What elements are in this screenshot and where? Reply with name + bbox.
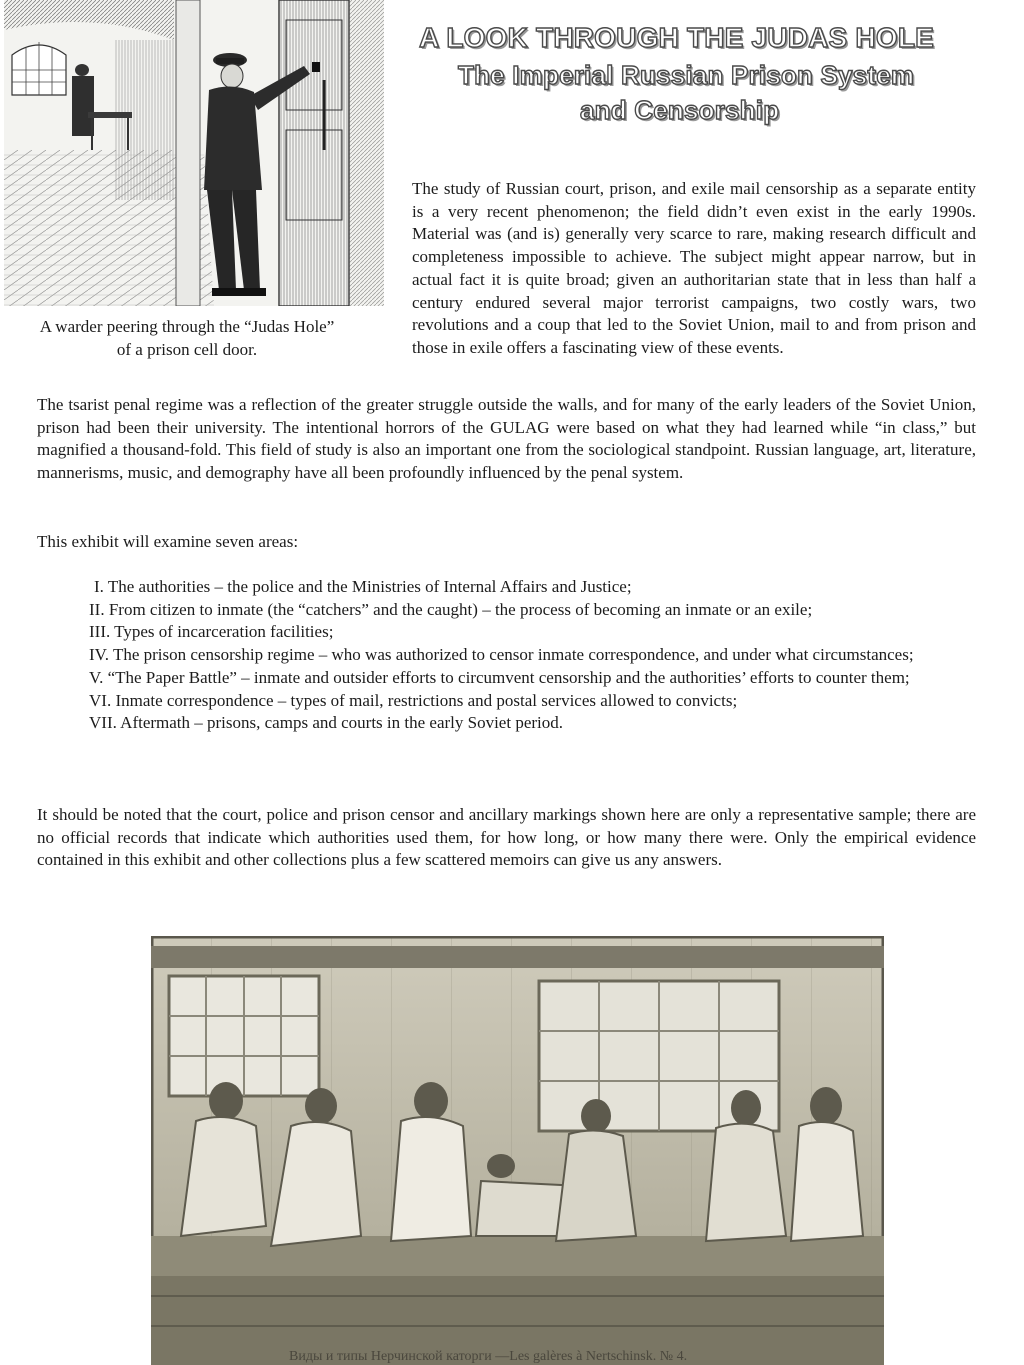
list-item: III. Types of incarceration facilities; [89,622,334,642]
list-item: V. “The Paper Battle” – inmate and outsider efforts to circumvent censorship and the authorities’ efforts to counter them; [89,667,910,687]
penal-regime-paragraph: The tsarist penal regime was a reflection of the greater struggle outside the walls, and for many of the early leaders of the Soviet Union, prison had been their university. The intentional horrors of the GULAG were based on what they had learned while “in class,” but magnified a thousand-fold. This field of study is also an important one from the sociological standpoint. Russian language, art, literature, mannerisms, music, and demography have all been profoundly influenced by the penal system. [37,395,976,483]
illustration-caption [0,315,374,361]
exhibit-areas-list [89,576,939,735]
page-subtitle: and Censorship [580,95,780,125]
list-item: II. From citizen to inmate (the “catchers” and the caught) – the process of becoming an inmate or an exile; [89,599,813,619]
caption-line: of a prison cell door. [116,340,258,359]
caption-line: A warder peering through the “Judas Hole” [39,317,335,336]
list-item: IV. The prison censorship regime – who was authorized to censor inmate correspondence, and under what circumstances; [89,645,914,665]
warder-engraving [4,0,384,306]
list-item: VI. Inmate correspondence – types of mail, restrictions and postal services allowed to convicts; [89,690,738,710]
list-item: I. The authorities – the police and the Ministries of Internal Affairs and Justice; [94,577,632,596]
convicts-photograph [151,936,884,1365]
intro-paragraph: The study of Russian court, prison, and exile mail censorship as a separate entity is a very recent phenomenon; the field didn’t even exist in the early 1990s. Material was (and is) generally very scarce to rare, making research difficult and completeness impossible to achieve. The subject might appear narrow, but in actual fact it is quite broad; given an authoritarian state that in less than half a century endured several major terrorist campaigns, two costly wars, two revolutions and a coup that led to the Soviet Union, mail to and from prison and those in exile offers a fascinating view of these events. [412,179,976,357]
exhibit-intro: This exhibit will examine seven areas: [37,532,299,551]
note-paragraph: It should be noted that the court, police and prison censor and ancillary markings shown here are only a representative sample; there are no official records that indicate which authorities used them, for how long, or how many there were. Only the empirical evidence contained in this exhibit and other collections plus a few scattered memoirs can give us any answers. [37,805,976,870]
page-title: A LOOK THROUGH THE JUDAS HOLE [419,22,934,53]
postcard-caption: Виды и типы Нерчинской каторги —Les galères à Nertschinsk. № 4. [289,1349,688,1364]
page-subtitle: The Imperial Russian Prison System [458,60,915,90]
list-item: VII. Aftermath – prisons, camps and courts in the early Soviet period. [89,713,563,733]
